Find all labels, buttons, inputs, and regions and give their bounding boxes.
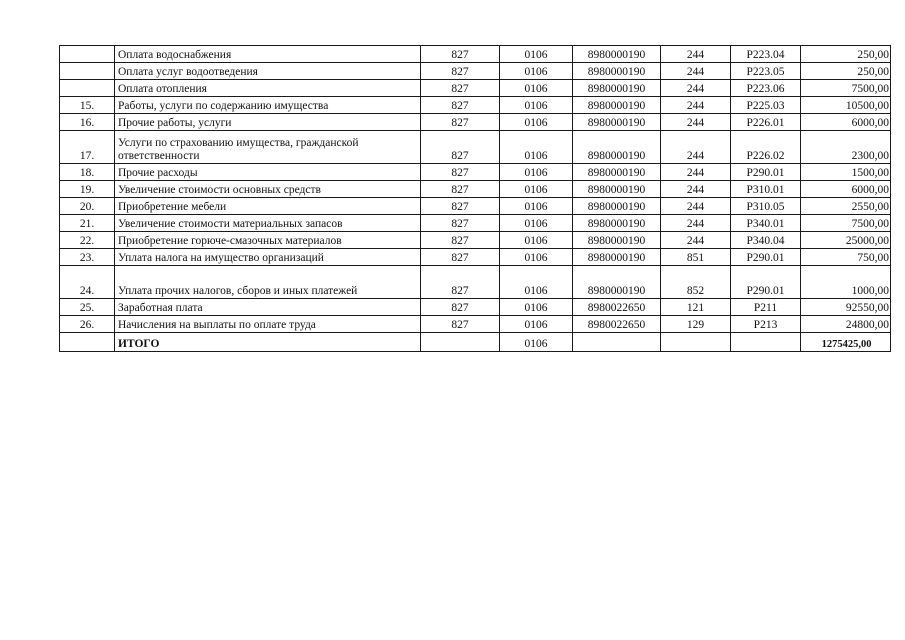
total-label: ИТОГО (115, 333, 421, 352)
row-ved: 827 (421, 198, 500, 215)
row-name: Приобретение мебели (115, 198, 421, 215)
row-number: 19. (60, 181, 115, 198)
row-ved: 827 (421, 131, 500, 164)
table-row (60, 215, 891, 232)
row-rz: 0106 (500, 198, 573, 215)
row-ved: 827 (421, 215, 500, 232)
row-rz: 0106 (500, 215, 573, 232)
row-kosgu: P310.01 (731, 181, 801, 198)
row-rz: 0106 (500, 232, 573, 249)
row-number (60, 46, 115, 63)
row-csr: 8980000190 (573, 198, 661, 215)
table-row (60, 63, 891, 80)
row-name: Оплата отопления (115, 80, 421, 97)
row-csr: 8980000190 (573, 80, 661, 97)
table-row (60, 299, 891, 316)
row-rz: 0106 (500, 63, 573, 80)
row-csr: 8980000190 (573, 164, 661, 181)
row-rz: 0106 (500, 80, 573, 97)
row-name: Прочие расходы (115, 164, 421, 181)
row-ved: 827 (421, 181, 500, 198)
table-row (60, 266, 891, 299)
row-kosgu: P223.04 (731, 46, 801, 63)
row-name: Услуги по страхованию имущества, гражданской ответственности (115, 131, 421, 164)
row-ved: 827 (421, 114, 500, 131)
row-sum: 250,00 (801, 63, 891, 80)
row-number (60, 80, 115, 97)
row-name: Увеличение стоимости материальных запасов (115, 215, 421, 232)
row-kosgu: P223.05 (731, 63, 801, 80)
row-vr: 851 (661, 249, 731, 266)
table-row (60, 114, 891, 131)
row-vr: 244 (661, 80, 731, 97)
row-csr: 8980022650 (573, 316, 661, 333)
row-kosgu: P340.04 (731, 232, 801, 249)
row-ved: 827 (421, 164, 500, 181)
row-sum: 750,00 (801, 249, 891, 266)
row-ved: 827 (421, 63, 500, 80)
row-name: Начисления на выплаты по оплате труда (115, 316, 421, 333)
row-sum: 10500,00 (801, 97, 891, 114)
row-kosgu: P211 (731, 299, 801, 316)
row-name: Уплата налога на имущество организаций (115, 249, 421, 266)
row-kosgu: P213 (731, 316, 801, 333)
table-row (60, 80, 891, 97)
row-csr: 8980000190 (573, 97, 661, 114)
row-sum: 6000,00 (801, 114, 891, 131)
row-rz: 0106 (500, 181, 573, 198)
budget-sheet (59, 45, 890, 352)
total-kosgu-cell (731, 333, 801, 352)
row-vr: 244 (661, 181, 731, 198)
row-vr: 244 (661, 114, 731, 131)
row-csr: 8980022650 (573, 299, 661, 316)
table-row (60, 181, 891, 198)
total-no-cell (60, 333, 115, 352)
row-kosgu: P226.01 (731, 114, 801, 131)
row-sum: 2300,00 (801, 131, 891, 164)
row-ved: 827 (421, 80, 500, 97)
row-name: Увеличение стоимости основных средств (115, 181, 421, 198)
row-ved: 827 (421, 266, 500, 299)
row-rz: 0106 (500, 249, 573, 266)
row-rz: 0106 (500, 299, 573, 316)
row-ved: 827 (421, 46, 500, 63)
total-csr-cell (573, 333, 661, 352)
row-name: Прочие работы, услуги (115, 114, 421, 131)
row-kosgu: P290.01 (731, 164, 801, 181)
total-vr-cell (661, 333, 731, 352)
row-vr: 244 (661, 215, 731, 232)
table-row (60, 131, 891, 164)
row-vr: 121 (661, 299, 731, 316)
row-name: Оплата услуг водоотведения (115, 63, 421, 80)
row-number: 17. (60, 131, 115, 164)
row-sum: 2550,00 (801, 198, 891, 215)
row-sum: 7500,00 (801, 215, 891, 232)
row-rz: 0106 (500, 266, 573, 299)
row-name: Заработная плата (115, 299, 421, 316)
row-name: Оплата водоснабжения (115, 46, 421, 63)
row-name: Уплата прочих налогов, сборов и иных платежей (115, 266, 421, 299)
row-number: 25. (60, 299, 115, 316)
table-row (60, 232, 891, 249)
row-ved: 827 (421, 316, 500, 333)
table-row (60, 249, 891, 266)
row-rz: 0106 (500, 131, 573, 164)
row-name: Работы, услуги по содержанию имущества (115, 97, 421, 114)
row-csr: 8980000190 (573, 232, 661, 249)
row-sum: 24800,00 (801, 316, 891, 333)
row-sum: 25000,00 (801, 232, 891, 249)
row-number: 21. (60, 215, 115, 232)
row-number: 23. (60, 249, 115, 266)
row-rz: 0106 (500, 164, 573, 181)
row-number (60, 63, 115, 80)
row-vr: 244 (661, 131, 731, 164)
row-sum: 1000,00 (801, 266, 891, 299)
row-vr: 244 (661, 232, 731, 249)
row-sum: 7500,00 (801, 80, 891, 97)
row-number: 24. (60, 266, 115, 299)
row-csr: 8980000190 (573, 215, 661, 232)
table-total (60, 333, 891, 352)
row-vr: 244 (661, 63, 731, 80)
row-rz: 0106 (500, 114, 573, 131)
row-rz: 0106 (500, 46, 573, 63)
row-sum: 250,00 (801, 46, 891, 63)
row-number: 15. (60, 97, 115, 114)
row-ved: 827 (421, 299, 500, 316)
row-csr: 8980000190 (573, 131, 661, 164)
row-vr: 244 (661, 164, 731, 181)
row-rz: 0106 (500, 97, 573, 114)
row-kosgu: P340.01 (731, 215, 801, 232)
table-row (60, 46, 891, 63)
row-number: 22. (60, 232, 115, 249)
row-name: Приобретение горюче-смазочных материалов (115, 232, 421, 249)
table-row (60, 316, 891, 333)
row-vr: 244 (661, 97, 731, 114)
row-csr: 8980000190 (573, 181, 661, 198)
row-kosgu: P310.05 (731, 198, 801, 215)
row-sum: 6000,00 (801, 181, 891, 198)
row-number: 20. (60, 198, 115, 215)
table-row (60, 164, 891, 181)
total-sum: 1275425,00 (801, 333, 891, 352)
row-csr: 8980000190 (573, 63, 661, 80)
row-kosgu: P290.01 (731, 266, 801, 299)
row-vr: 129 (661, 316, 731, 333)
row-csr: 8980000190 (573, 266, 661, 299)
row-ved: 827 (421, 97, 500, 114)
row-vr: 244 (661, 46, 731, 63)
row-vr: 244 (661, 198, 731, 215)
row-kosgu: P223.06 (731, 80, 801, 97)
row-csr: 8980000190 (573, 249, 661, 266)
row-ved: 827 (421, 232, 500, 249)
row-sum: 1500,00 (801, 164, 891, 181)
row-number: 26. (60, 316, 115, 333)
row-rz: 0106 (500, 316, 573, 333)
row-number: 16. (60, 114, 115, 131)
total-rz: 0106 (500, 333, 573, 352)
row-vr: 852 (661, 266, 731, 299)
row-kosgu: P226.02 (731, 131, 801, 164)
budget-table (59, 45, 891, 352)
row-kosgu: P225.03 (731, 97, 801, 114)
table-body (60, 46, 891, 333)
row-sum: 92550,00 (801, 299, 891, 316)
row-csr: 8980000190 (573, 114, 661, 131)
total-row (60, 333, 891, 352)
row-kosgu: P290.01 (731, 249, 801, 266)
table-row (60, 198, 891, 215)
table-row (60, 97, 891, 114)
total-ved-cell (421, 333, 500, 352)
row-number: 18. (60, 164, 115, 181)
row-ved: 827 (421, 249, 500, 266)
row-csr: 8980000190 (573, 46, 661, 63)
